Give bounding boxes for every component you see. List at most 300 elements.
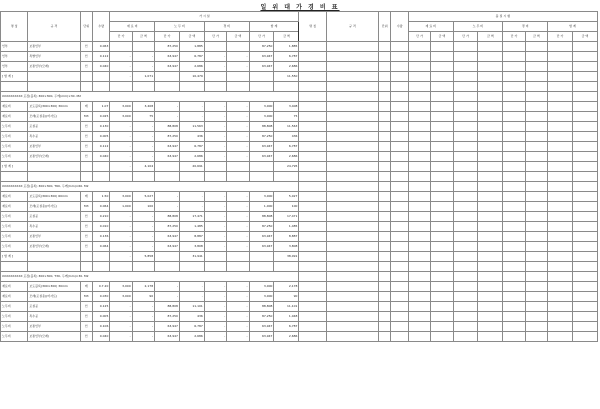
- row-material-price: 3,000: [110, 112, 132, 122]
- right-empty-cell: [408, 242, 430, 252]
- right-empty-cell: [548, 152, 573, 162]
- row-name: 노무비: [1, 132, 28, 142]
- row-expense-amount: -: [227, 122, 249, 132]
- row-expense-amount: [227, 72, 249, 82]
- right-empty-cell: [391, 192, 408, 202]
- row-total-amount: 1,485: [274, 222, 299, 232]
- row-name: 노무비: [1, 142, 28, 152]
- empty-cell: [249, 172, 274, 182]
- row-expense-amount: -: [227, 62, 249, 72]
- right-empty-cell: [503, 182, 525, 192]
- row-unit: M3: [80, 112, 92, 122]
- row-unit: M3: [80, 292, 92, 302]
- header-amount: 금 액: [179, 32, 204, 42]
- right-empty-cell: [431, 102, 453, 112]
- right-empty-cell: [326, 62, 378, 72]
- empty-cell: [326, 262, 378, 272]
- table-row: [1, 282, 598, 292]
- row-material-amount: -: [132, 132, 154, 142]
- row-material-amount: 5,027: [132, 192, 154, 202]
- row-total-amount: 24,795: [274, 162, 299, 172]
- empty-cell: [503, 82, 525, 92]
- right-empty-cell: [525, 92, 547, 102]
- row-name: 노무비: [1, 212, 28, 222]
- row-expense-price: -: [204, 282, 226, 292]
- right-empty-cell: [326, 192, 378, 202]
- row-material-amount: -: [132, 212, 154, 222]
- right-empty-cell: [478, 282, 503, 292]
- empty-cell: [132, 82, 154, 92]
- row-labor-price: -: [155, 102, 180, 112]
- row-qty: 0.7.20: [92, 282, 109, 292]
- right-empty-cell: [431, 202, 453, 212]
- empty-cell: [204, 82, 226, 92]
- right-empty-cell: [391, 332, 408, 342]
- row-expense-amount: -: [227, 222, 249, 232]
- section-title: XXXXXXXXXX 포장(블록) 300×300, 두께(mm)×30. M2: [1, 92, 299, 102]
- right-empty-cell: [453, 222, 478, 232]
- header-row-1: [1, 12, 598, 22]
- row-labor-amount: 1,885: [179, 42, 204, 52]
- empty-cell: [92, 82, 109, 92]
- right-empty-cell: [391, 72, 408, 82]
- row-labor-amount: 6,787: [179, 322, 204, 332]
- right-empty-cell: [503, 232, 525, 242]
- right-empty-cell: [391, 102, 408, 112]
- right-empty-cell: [378, 152, 390, 162]
- right-empty-cell: [548, 62, 573, 72]
- right-empty-cell: [378, 292, 390, 302]
- right-empty-cell: [572, 272, 597, 282]
- right-empty-cell: [572, 192, 597, 202]
- right-empty-cell: [548, 42, 573, 52]
- row-material-price: -: [110, 332, 132, 342]
- right-empty-cell: [431, 332, 453, 342]
- row-spec: 보통인부(모래): [28, 62, 80, 72]
- row-labor-amount: -: [179, 192, 204, 202]
- row-expense-amount: -: [227, 192, 249, 202]
- right-empty-cell: [391, 212, 408, 222]
- right-empty-cell: [453, 292, 478, 302]
- right-empty-cell: [408, 282, 430, 292]
- row-name: 인부: [1, 42, 28, 52]
- right-empty-cell: [299, 302, 326, 312]
- row-spec: 포설공: [28, 302, 80, 312]
- right-empty-cell: [453, 182, 478, 192]
- row-total-price: 63,947: [249, 242, 274, 252]
- empty-cell: [132, 262, 154, 272]
- right-empty-cell: [572, 282, 597, 292]
- row-qty: [92, 252, 109, 262]
- right-empty-cell: [326, 302, 378, 312]
- empty-cell: [503, 262, 525, 272]
- empty-cell: [525, 262, 547, 272]
- right-empty-cell: [391, 202, 408, 212]
- row-material-amount: 2,178: [132, 282, 154, 292]
- right-empty-cell: [572, 142, 597, 152]
- row-total-price: 88,808: [249, 122, 274, 132]
- right-empty-cell: [503, 152, 525, 162]
- right-empty-cell: [572, 112, 597, 122]
- row-total-price: 63,947: [249, 62, 274, 72]
- right-empty-cell: [525, 62, 547, 72]
- right-empty-cell: [503, 212, 525, 222]
- row-material-amount: 3,408: [132, 102, 154, 112]
- row-labor-price: -: [155, 292, 180, 302]
- table-row: [1, 212, 598, 222]
- right-empty-cell: [548, 312, 573, 322]
- empty-cell: [478, 172, 503, 182]
- header-amount-right: 금 액: [572, 32, 597, 42]
- row-labor-amount: 6,787: [179, 52, 204, 62]
- right-empty-cell: [453, 302, 478, 312]
- row-labor-amount: -: [179, 202, 204, 212]
- right-empty-cell: [299, 182, 326, 192]
- row-unit: 인: [80, 322, 92, 332]
- right-empty-cell: [431, 222, 453, 232]
- right-empty-cell: [525, 152, 547, 162]
- empty-cell: [1, 172, 28, 182]
- row-name: [ 합 계 ]: [1, 162, 28, 172]
- right-empty-cell: [391, 242, 408, 252]
- row-spec: 보통인부: [28, 322, 80, 332]
- table-row: [1, 252, 598, 262]
- right-empty-cell: [431, 152, 453, 162]
- row-spec: 보통인부: [28, 42, 80, 52]
- right-empty-cell: [378, 202, 390, 212]
- right-empty-cell: [548, 222, 573, 232]
- right-empty-cell: [391, 132, 408, 142]
- right-empty-cell: [378, 332, 390, 342]
- header-amount: 금 액: [227, 32, 249, 42]
- right-empty-cell: [572, 152, 597, 162]
- header-unit-price-right: 단 가: [408, 32, 430, 42]
- row-spec: [28, 252, 80, 262]
- right-empty-cell: [548, 192, 573, 202]
- right-empty-cell: [391, 42, 408, 52]
- right-empty-cell: [572, 102, 597, 112]
- right-empty-cell: [408, 52, 430, 62]
- row-spec: 특수공: [28, 222, 80, 232]
- right-empty-cell: [431, 252, 453, 262]
- row-material-price: -: [110, 242, 132, 252]
- right-empty-cell: [525, 42, 547, 52]
- row-name: 재료비: [1, 102, 28, 112]
- row-material-price: 3,000: [110, 102, 132, 112]
- right-empty-cell: [391, 292, 408, 302]
- row-labor-price: 88,808: [155, 212, 180, 222]
- right-empty-cell: [525, 52, 547, 62]
- row-material-amount: -: [132, 152, 154, 162]
- header-total-right: 합 계: [548, 22, 598, 32]
- row-qty: 0.125: [92, 302, 109, 312]
- right-empty-cell: [378, 72, 390, 82]
- row-unit: 인: [80, 312, 92, 322]
- right-empty-cell: [478, 202, 503, 212]
- row-material-amount: -: [132, 122, 154, 132]
- row-material-price: -: [110, 212, 132, 222]
- row-qty: 0.040: [92, 332, 109, 342]
- empty-cell: [503, 172, 525, 182]
- header-material-right: 재 료 비: [408, 22, 453, 32]
- row-name: 노무비: [1, 152, 28, 162]
- right-empty-cell: [548, 232, 573, 242]
- row-qty: 1.50: [92, 192, 109, 202]
- right-empty-cell: [378, 92, 390, 102]
- row-total-amount: 2,178: [274, 282, 299, 292]
- right-empty-cell: [431, 162, 453, 172]
- header-name: 명 칭: [1, 12, 28, 42]
- empty-cell: [548, 82, 573, 92]
- row-total-price: 1,000: [249, 202, 274, 212]
- right-empty-cell: [572, 242, 597, 252]
- row-spec: 보도블록(300×300) 60mm: [28, 192, 80, 202]
- row-total-amount: 2,686: [274, 62, 299, 72]
- row-expense-price: -: [204, 152, 226, 162]
- right-empty-cell: [572, 42, 597, 52]
- row-spec: 모래(포설용)(마사토): [28, 112, 80, 122]
- header-name-right: 명 칭: [299, 12, 326, 42]
- row-expense-amount: -: [227, 322, 249, 332]
- row-name: 인부: [1, 52, 28, 62]
- row-name: 노무비: [1, 302, 28, 312]
- empty-cell: [525, 82, 547, 92]
- right-empty-cell: [299, 252, 326, 262]
- row-expense-price: -: [204, 222, 226, 232]
- right-empty-cell: [299, 282, 326, 292]
- row-labor-price: -: [155, 282, 180, 292]
- row-name: 재료비: [1, 112, 28, 122]
- row-unit: 인: [80, 142, 92, 152]
- row-labor-price: 87,250: [155, 312, 180, 322]
- row-total-amount: 17,471: [274, 212, 299, 222]
- right-empty-cell: [548, 142, 573, 152]
- right-empty-cell: [453, 62, 478, 72]
- empty-cell: [227, 262, 249, 272]
- right-empty-cell: [326, 162, 378, 172]
- right-empty-cell: [391, 312, 408, 322]
- right-empty-cell: [299, 202, 326, 212]
- empty-cell: [28, 172, 80, 182]
- right-empty-cell: [408, 162, 430, 172]
- row-expense-amount: -: [227, 302, 249, 312]
- row-labor-amount: -: [179, 292, 204, 302]
- row-expense-price: [204, 72, 226, 82]
- row-expense-amount: -: [227, 232, 249, 242]
- right-empty-cell: [548, 112, 573, 122]
- table-row: [1, 142, 598, 152]
- right-empty-cell: [525, 282, 547, 292]
- right-empty-cell: [299, 112, 326, 122]
- row-material-price: -: [110, 132, 132, 142]
- empty-cell: [92, 262, 109, 272]
- right-empty-cell: [408, 292, 430, 302]
- empty-cell: [110, 172, 132, 182]
- row-material-amount: -: [132, 302, 154, 312]
- right-empty-cell: [548, 242, 573, 252]
- right-empty-cell: [326, 252, 378, 262]
- right-empty-cell: [525, 192, 547, 202]
- row-labor-price: 63,947: [155, 142, 180, 152]
- row-qty: 0.010: [92, 222, 109, 232]
- right-empty-cell: [299, 212, 326, 222]
- empty-cell: [155, 172, 180, 182]
- table-row: [1, 152, 598, 162]
- right-empty-cell: [525, 202, 547, 212]
- row-labor-price: 63,947: [155, 322, 180, 332]
- right-empty-cell: [431, 282, 453, 292]
- row-expense-price: -: [204, 52, 226, 62]
- row-total-amount: 6,787: [274, 322, 299, 332]
- row-labor-amount: 2,686: [179, 62, 204, 72]
- row-material-amount: -: [132, 232, 154, 242]
- right-empty-cell: [548, 52, 573, 62]
- row-material-price: -: [110, 302, 132, 312]
- right-empty-cell: [391, 272, 408, 282]
- right-empty-cell: [326, 332, 378, 342]
- table-row: [1, 102, 598, 112]
- right-empty-cell: [572, 232, 597, 242]
- row-unit: 매: [80, 102, 92, 112]
- empty-cell: [1, 262, 28, 272]
- row-qty: 0.112: [92, 142, 109, 152]
- right-empty-cell: [572, 212, 597, 222]
- right-empty-cell: [503, 332, 525, 342]
- empty-cell: [431, 172, 453, 182]
- right-empty-cell: [431, 212, 453, 222]
- table-row: [1, 322, 598, 332]
- empty-cell: [391, 262, 408, 272]
- empty-cell: [28, 262, 80, 272]
- header-amount: 금 액: [274, 32, 299, 42]
- right-empty-cell: [326, 132, 378, 142]
- right-empty-cell: [391, 182, 408, 192]
- row-total-price: 88,808: [249, 212, 274, 222]
- right-empty-cell: [378, 162, 390, 172]
- right-empty-cell: [478, 92, 503, 102]
- right-empty-cell: [478, 52, 503, 62]
- right-empty-cell: [548, 122, 573, 132]
- row-name: 인부: [1, 62, 28, 72]
- right-empty-cell: [548, 272, 573, 282]
- row-material-amount: 75: [132, 112, 154, 122]
- right-empty-cell: [378, 322, 390, 332]
- empty-cell: [1, 82, 28, 92]
- row-labor-price: -: [155, 202, 180, 212]
- right-empty-cell: [391, 152, 408, 162]
- right-empty-cell: [548, 292, 573, 302]
- row-material-amount: 4,104: [132, 162, 154, 172]
- row-expense-amount: -: [227, 142, 249, 152]
- right-empty-cell: [572, 292, 597, 302]
- header-unit-price-right: 단 가: [503, 32, 525, 42]
- row-spec: [28, 72, 80, 82]
- row-spec: 보통인부(모래): [28, 152, 80, 162]
- right-empty-cell: [478, 292, 503, 302]
- row-material-price: -: [110, 72, 132, 82]
- row-expense-amount: [227, 162, 249, 172]
- right-empty-cell: [326, 222, 378, 232]
- empty-cell: [378, 262, 390, 272]
- row-total-price: 87,250: [249, 42, 274, 52]
- row-total-price: 88,808: [249, 302, 274, 312]
- right-empty-cell: [378, 142, 390, 152]
- row-total-price: 3,000: [249, 282, 274, 292]
- right-empty-cell: [503, 252, 525, 262]
- empty-cell: [572, 82, 597, 92]
- right-empty-cell: [299, 312, 326, 322]
- spacer-row: [1, 82, 598, 92]
- right-empty-cell: [408, 152, 430, 162]
- row-unit: M3: [80, 202, 92, 212]
- row-expense-amount: -: [227, 52, 249, 62]
- table-row: [1, 302, 598, 312]
- right-empty-cell: [503, 52, 525, 62]
- empty-cell: [155, 82, 180, 92]
- row-material-price: -: [110, 52, 132, 62]
- row-name: 노무비: [1, 242, 28, 252]
- row-expense-amount: -: [227, 112, 249, 122]
- right-empty-cell: [431, 92, 453, 102]
- row-labor-price: 63,947: [155, 332, 180, 342]
- right-empty-cell: [525, 322, 547, 332]
- right-empty-cell: [378, 212, 390, 222]
- page-title: 일 위 대 가 경 비 표: [260, 4, 340, 11]
- row-labor-amount: 10,479: [179, 72, 204, 82]
- row-labor-amount: 436: [179, 312, 204, 322]
- right-empty-cell: [431, 192, 453, 202]
- row-qty: 0.112: [92, 52, 109, 62]
- right-empty-cell: [453, 192, 478, 202]
- right-empty-cell: [326, 72, 378, 82]
- row-qty: 0.136: [92, 232, 109, 242]
- empty-cell: [274, 262, 299, 272]
- row-total-price: 87,250: [249, 132, 274, 142]
- right-empty-cell: [453, 272, 478, 282]
- empty-cell: [548, 172, 573, 182]
- row-labor-amount: 3,808: [179, 242, 204, 252]
- row-name: 노무비: [1, 122, 28, 132]
- row-labor-amount: 20,691: [179, 162, 204, 172]
- right-empty-cell: [572, 322, 597, 332]
- right-empty-cell: [299, 52, 326, 62]
- row-material-price: 1,000: [110, 202, 132, 212]
- right-empty-cell: [503, 302, 525, 312]
- row-material-amount: 90: [132, 292, 154, 302]
- right-empty-cell: [572, 202, 597, 212]
- right-empty-cell: [503, 312, 525, 322]
- row-name: 노무비: [1, 232, 28, 242]
- row-qty: [92, 72, 109, 82]
- row-unit: [80, 72, 92, 82]
- empty-cell: [204, 172, 226, 182]
- row-total-amount: 1,885: [274, 42, 299, 52]
- empty-cell: [179, 172, 204, 182]
- right-empty-cell: [478, 222, 503, 232]
- right-empty-cell: [326, 102, 378, 112]
- right-empty-cell: [431, 122, 453, 132]
- right-empty-cell: [503, 122, 525, 132]
- row-total-amount: 1,048: [274, 312, 299, 322]
- empty-cell: [110, 82, 132, 92]
- row-labor-price: 63,947: [155, 232, 180, 242]
- row-total-amount: 8,887: [274, 232, 299, 242]
- row-labor-price: 87,250: [155, 42, 180, 52]
- right-empty-cell: [478, 62, 503, 72]
- header-group-left: 가 시 설: [110, 12, 299, 22]
- section-row: [1, 92, 598, 102]
- right-empty-cell: [525, 142, 547, 152]
